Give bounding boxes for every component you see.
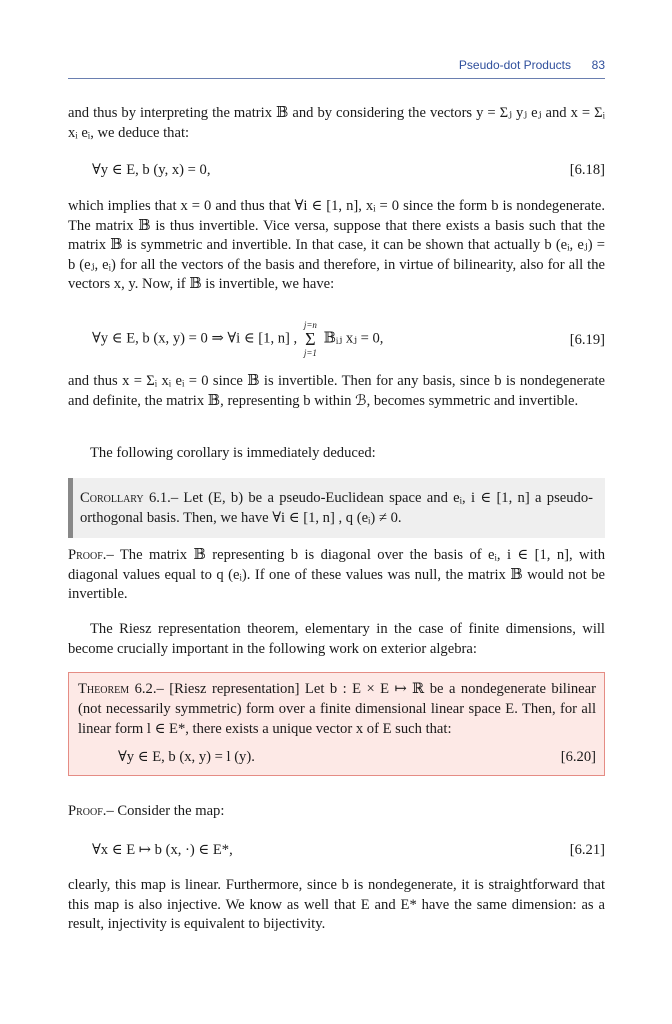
equation-6-18 <box>68 160 605 180</box>
proof-text: .– Consider the map: <box>102 803 225 819</box>
paragraph-intro: and thus by interpreting the matrix 𝔹 and by considering the vectors y = Σⱼ yⱼ eⱼ and x = Σᵢ xᵢ eᵢ, we deduce that: <box>68 105 605 141</box>
equation-6-21 <box>68 840 605 860</box>
equation-6-18-number: [6.18] <box>569 162 605 178</box>
equation-6-19-right: 𝔹ᵢⱼ xⱼ = 0, <box>323 330 384 347</box>
paragraph-corollary-intro: The following corollary is immediately deduced: <box>90 445 376 461</box>
equation-6-19 <box>68 320 605 360</box>
page-number: 83 <box>591 58 605 72</box>
paragraph-nondegenerate: which implies that x = 0 and thus that ∀i ∈ [1, n], xᵢ = 0 since the form b is nondegenerate. The matrix 𝔹 is thus invertible. Vice versa, suppose that there exists a basis such that the matrix 𝔹 is symmetric and invertible. In that case, it can be shown that actually b (eᵢ, eⱼ) = b (eⱼ, eᵢ) for all the vectors of the basis and therefore, in virtue of bilinearity, also for all the vectors x, y. Now, if 𝔹 is invertible, we have: <box>68 198 605 292</box>
running-title: Pseudo-dot Products <box>458 58 571 72</box>
theorem-label: Theorem <box>78 681 130 697</box>
paragraph-riesz-intro: The Riesz representation theorem, elementary in the case of finite dimensions, will become crucially important in the following work on exterior algebra: <box>68 621 605 657</box>
equation-6-21-expression: ∀x ∈ E ↦ b (x, ·) ∈ E*, <box>92 842 233 858</box>
sum-lower-limit: j=1 <box>303 348 317 358</box>
equation-6-20 <box>78 747 596 769</box>
equation-6-21-number: [6.21] <box>569 842 605 858</box>
sum-symbol <box>304 320 317 358</box>
equation-6-19-number: [6.19] <box>569 332 605 348</box>
proof-label: Proof <box>68 547 103 563</box>
paragraph-bijectivity: clearly, this map is linear. Furthermore, since b is nondegenerate, it is straightforward that this map is also injective. We know as well that E and E* have the same dimension: as a result, injectivity is equivalent to bijectivity. <box>68 877 605 932</box>
sigma-icon: Σ <box>305 329 316 349</box>
equation-6-18-expression: ∀y ∈ E, b (y, x) = 0, <box>92 162 211 178</box>
proof-corollary <box>68 546 605 605</box>
equation-6-20-number: [6.20] <box>560 749 596 765</box>
sum-upper-limit: j=n <box>303 320 317 330</box>
theorem-text: 6.2.– [Riesz representation] Let b : E × E ↦ ℝ be a nondegenerate bilinear (not necessarily symmetric) form over a finite dimensional linear space E. Then, for all linear form l ∈ E*, there exists a unique vector x of E such that: <box>78 681 596 737</box>
corollary-label: Corollary <box>80 490 144 506</box>
running-header <box>68 56 605 79</box>
proof-label: Proof <box>68 803 103 819</box>
equation-6-19-expression <box>92 320 383 358</box>
paragraph-symmetric-invertible: and thus x = Σᵢ xᵢ eᵢ = 0 since 𝔹 is invertible. Then for any basis, since b is nondegenerate and definite, the matrix 𝔹, representing b within ℬ, becomes symmetric and invertible. <box>68 373 605 409</box>
equation-6-20-expression: ∀y ∈ E, b (x, y) = l (y). <box>118 749 255 765</box>
equation-6-19-left: ∀y ∈ E, b (x, y) = 0 ⇒ ∀i ∈ [1, n] , <box>92 330 298 347</box>
corollary-box <box>68 478 605 538</box>
theorem-box <box>68 672 605 776</box>
proof-theorem <box>68 802 605 822</box>
corollary-text: 6.1.– Let (E, b) be a pseudo-Euclidean space and eᵢ, i ∈ [1, n] a pseudo-orthogonal basis. Then, we have ∀i ∈ [1, n] , q (eᵢ) ≠ 0. <box>80 490 593 526</box>
proof-text: .– The matrix 𝔹 representing b is diagonal over the basis of eᵢ, i ∈ [1, n], with diagonal values equal to q (eᵢ). If one of these values was null, the matrix 𝔹 would not be invertible. <box>68 547 605 602</box>
